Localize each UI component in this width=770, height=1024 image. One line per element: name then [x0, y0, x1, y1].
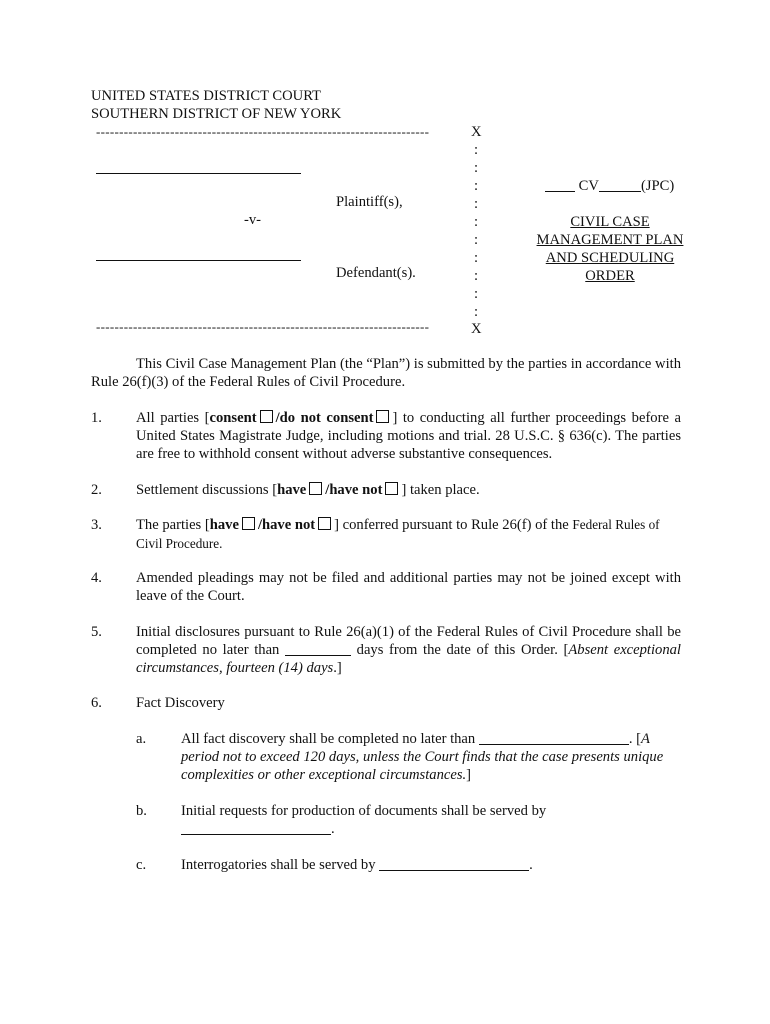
item-3-line2: Civil Procedure. — [136, 536, 223, 551]
item-6b-letter: b. — [136, 803, 147, 819]
item-6c-body: Interrogatories shall be served by — [181, 857, 376, 873]
settlement-have-not-checkbox[interactable] — [385, 482, 398, 495]
case-judge-label: (JPC) — [640, 178, 675, 194]
have-option: have — [277, 482, 307, 498]
item-6-heading: Fact Discovery — [136, 695, 225, 711]
versus-label: -v- — [244, 212, 262, 228]
intro-paragraph: This Civil Case Management Plan (the “Plan”) is submitted by the parties in accordance with Rule 26(f)(3) of the Federal Rules of Civil Procedure. — [91, 356, 681, 391]
do-not-consent-checkbox[interactable] — [376, 410, 389, 423]
caption-colon: : — [473, 214, 479, 230]
item-5-number: 5. — [91, 624, 102, 640]
interrogatories-date-blank[interactable] — [379, 857, 529, 871]
item-5-middle: days from the date of this Order. [ — [356, 642, 569, 659]
caption-colon: : — [473, 160, 479, 176]
plaintiff-label: Plaintiff(s), — [336, 194, 403, 210]
caption-colon: : — [473, 196, 479, 212]
caption-rule-top: ------------------------------------------------------------------------ — [96, 124, 430, 139]
conferred-have-checkbox[interactable] — [242, 517, 255, 530]
caption-colon: : — [473, 286, 479, 302]
court-name: UNITED STATES DISTRICT COURT — [91, 88, 321, 104]
item-2-body: ] taken place. — [401, 482, 480, 498]
item-3-number: 3. — [91, 517, 102, 533]
document-title-line4: ORDER — [585, 268, 635, 284]
settlement-have-checkbox[interactable] — [309, 482, 322, 495]
case-number — [545, 177, 674, 195]
conferred-have-not-checkbox[interactable] — [318, 517, 331, 530]
item-6b-end: . — [331, 821, 335, 837]
production-requests-date-blank[interactable] — [181, 821, 331, 835]
case-year-blank — [545, 178, 575, 192]
case-number-blank — [599, 178, 641, 192]
item-6c-end: . — [529, 857, 533, 873]
consent-option: consent — [209, 410, 257, 426]
item-2-text — [136, 481, 681, 499]
item-6c-letter: c. — [136, 857, 147, 873]
item-1-text — [136, 409, 681, 464]
item-4-text: Amended pleadings may not be filed and additional parties may not be joined except with leave of the Court. — [136, 570, 681, 605]
item-6a-letter: a. — [136, 731, 147, 747]
document-title-line1: CIVIL CASE — [570, 214, 650, 230]
item-4-number: 4. — [91, 570, 102, 586]
caption-x-top: X — [471, 124, 482, 140]
case-cv-label: CV — [578, 178, 599, 194]
item-1-prefix: All parties [ — [136, 410, 210, 426]
district-name: SOUTHERN DISTRICT OF NEW YORK — [91, 106, 342, 122]
item-5-body: Initial disclosures pursuant to Rule 26(a)(1) of the Federal Rules of Civil Procedure shall be completed no later than — [136, 624, 681, 659]
caption-colon: : — [473, 304, 479, 320]
caption-colon: : — [473, 250, 479, 266]
item-5-text — [136, 623, 681, 678]
have-not-option: /have not — [257, 517, 316, 533]
item-6a-body: All fact discovery shall be completed no later than — [181, 731, 476, 747]
item-3-prefix: The parties [ — [136, 517, 210, 533]
item-2-prefix: Settlement discussions [ — [136, 482, 278, 498]
caption-colon: : — [473, 268, 479, 284]
item-6b-line2 — [181, 820, 335, 838]
item-1-number: 1. — [91, 410, 102, 426]
document-title-line3: AND SCHEDULING — [545, 250, 675, 266]
item-5-italic-note: Absent exceptional circumstances, fourteen (14) days — [136, 642, 681, 677]
have-option: have — [209, 517, 239, 533]
item-6b-text: Initial requests for production of documents shall be served by — [181, 803, 547, 819]
caption-colon: : — [473, 232, 479, 248]
fact-discovery-date-blank[interactable] — [479, 731, 629, 745]
item-3-body: ] conferred pursuant to Rule 26(f) of the — [334, 517, 573, 533]
disclosure-days-blank[interactable] — [285, 642, 351, 656]
item-2-number: 2. — [91, 482, 102, 498]
caption-colon: : — [473, 142, 479, 158]
caption-rule-bottom: ------------------------------------------------------------------------ — [96, 319, 430, 334]
item-5-end: .] — [333, 660, 342, 677]
item-6-number: 6. — [91, 695, 102, 711]
defendant-name-line — [96, 260, 301, 261]
plaintiff-name-line — [96, 173, 301, 174]
item-6a-italic-note: A period not to exceed 120 days, unless the Court finds that the case presents unique complexities or other exceptional circumstances. — [181, 731, 664, 784]
item-6c-text — [181, 856, 681, 874]
document-title-line2: MANAGEMENT PLAN — [536, 232, 684, 248]
have-not-option: /have not — [325, 482, 383, 498]
item-6a-text — [181, 730, 681, 785]
caption-colon: : — [473, 178, 479, 194]
caption-x-bottom: X — [471, 321, 482, 337]
consent-checkbox[interactable] — [260, 410, 273, 423]
item-1-body: ] to conducting all further proceedings before a United States Magistrate Judge, including motions and trial. 28 U.S.C. § 636(c). The parties are free to withhold consent without adverse substantive consequences. — [136, 410, 681, 463]
do-not-consent-option: /do not consent — [275, 410, 374, 426]
defendant-label: Defendant(s). — [336, 265, 416, 281]
item-3-text — [136, 516, 686, 534]
item-3-body-small: Federal Rules of — [572, 517, 660, 532]
item-6a-middle: . [ — [628, 731, 642, 747]
item-6a-end: ] — [466, 767, 472, 784]
